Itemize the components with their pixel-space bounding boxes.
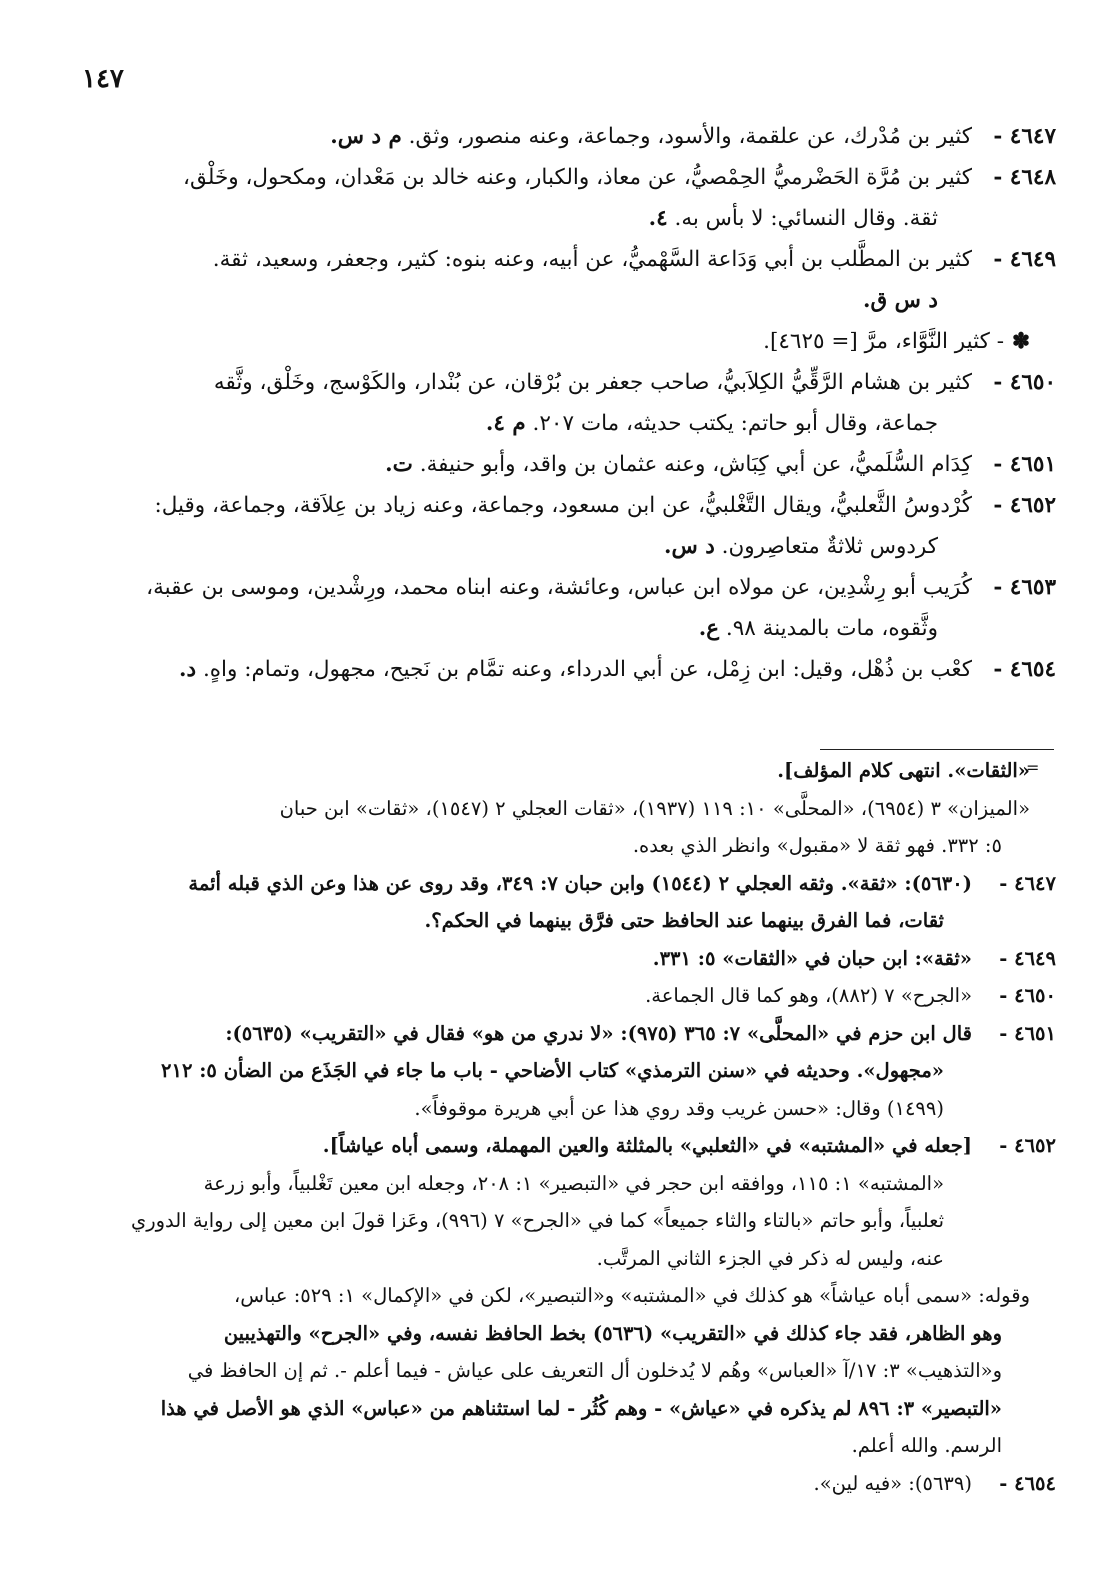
footnote-number: ٤٦٤٩ - xyxy=(999,946,1056,970)
footnote-number: ٤٦٥٢ - xyxy=(999,1134,1056,1157)
footnote-line: ثعلبياً، وأبو حاتم «بالتاء والثاء جميعاً» كما في «الجرح» ٧ (٩٩٦)، وعَزا قولَ ابن معين إلى رواية الدوري xyxy=(130,1209,944,1232)
entry-continuation-text: ثقة. وقال النسائي: لا بأس به. xyxy=(674,206,938,231)
entry-code: ت. xyxy=(385,452,413,477)
entry-number: ٤٦٤٩ - xyxy=(993,247,1056,272)
footnote-number: ٤٦٤٧ - xyxy=(999,871,1056,895)
footnote-4654 xyxy=(78,1465,1056,1503)
footnote-number: ٤٦٥٠ - xyxy=(999,984,1056,1007)
entry-continuation-text: جماعة، وقال أبو حاتم: يكتب حديثه، مات ٢٠٧. xyxy=(532,411,938,436)
footnote-number: ٤٦٥١ - xyxy=(999,1021,1056,1045)
page-number: ١٤٧ xyxy=(82,64,124,94)
footnote-line: و«التذهيب» ٣: ١٧/آ «العباس» وهُم لا يُدخلون أل التعريف على عياش - فيما أعلم -. ثم إن الحافظ في xyxy=(187,1359,1002,1382)
entry-4647 xyxy=(78,116,1056,157)
entry-continuation-text: وثَّقوه، مات بالمدينة ٩٨. xyxy=(725,616,938,641)
entry-number: ٤٦٥١ - xyxy=(993,452,1056,477)
entry-number: ٤٦٥٢ - xyxy=(993,493,1056,518)
footnote-line: وقوله: «سمى أباه عياشاً» هو كذلك في «المشتبه» و«التبصير»، لكن في «الإكمال» ١: ٥٢٩: عباس، xyxy=(233,1284,1030,1307)
entry-text: كثير بن مُدْرك، عن علقمة، والأسود، وجماعة، وعنه منصور، وثق. xyxy=(408,124,972,149)
footnote-4649 xyxy=(78,940,1056,978)
entry-continuation xyxy=(78,403,972,444)
entry-text: كثير بن مُرَّة الحَضْرميُّ الحِمْصيُّ، عن معاذ، والكبار، وعنه خالد بن مَعْدان، ومكحول، وخَلْق، xyxy=(183,165,972,190)
footnote-line: ثقات، فما الفرق بينهما عند الحافظ حتى فرَّق بينهما في الحكم؟. xyxy=(424,909,944,932)
footnote-line: (١٤٩٩) وقال: «حسن غريب وقد روي هذا عن أبي هريرة موقوفاً». xyxy=(414,1096,944,1120)
footnote-4647 xyxy=(78,865,1056,940)
entry-4648 xyxy=(78,157,1056,239)
footnote-4652-discussion xyxy=(78,1277,1056,1465)
entry-4650 xyxy=(78,362,1056,444)
footnote-line: «التبصير» ٣: ٨٩٦ لم يذكره في «عياش» - وهم كُثُر - لما استثناهم من «عباس» الذي هو الأصل في هذا xyxy=(160,1396,1002,1420)
footnote-line: (٥٦٣٠): «ثقة». وثقه العجلي ٢ (١٥٤٤) وابن حبان ٧: ٣٤٩، وقد روى عن هذا وعن الذي قبله أئمة xyxy=(188,871,972,895)
entry-number: ٤٦٥٤ - xyxy=(993,657,1056,682)
asterisk-icon: ✽ xyxy=(1011,329,1030,354)
entry-4652 xyxy=(78,485,1056,567)
cross-reference-text: - كثير النَّوَّاء، مرَّ [= ٤٦٢٥]. xyxy=(763,329,1004,354)
footnote-intro xyxy=(78,790,1056,865)
entry-text: كُرْدوسُ الثَّعلبيُّ، ويقال التَّغْلبيُّ، عن ابن مسعود، وجماعة، وعنه زياد بن عِلاَقة، وجماعة، وقيل: xyxy=(154,493,972,518)
footnotes xyxy=(78,752,1056,1502)
footnote-line: «مجهول». وحديثه في «سنن الترمذي» كتاب الأضاحي - باب ما جاء في الجَذَع من الضأن ٥: ٢١٢ xyxy=(161,1059,944,1082)
entry-number: ٤٦٤٧ - xyxy=(993,124,1056,149)
footnote-line: وهو الظاهر، فقد جاء كذلك في «التقريب» (٥٦٣٦) بخط الحافظ نفسه، وفي «الجرح» والتهذيبين xyxy=(223,1321,1002,1345)
entry-text: كِدَام السُّلَميُّ، عن أبي كِبَاش، وعنه عثمان بن واقد، وأبو حنيفة. xyxy=(419,452,972,477)
footnote-line: «الجرح» ٧ (٨٨٢)، وهو كما قال الجماعة. xyxy=(645,984,972,1007)
entry-code: ع. xyxy=(698,616,720,641)
entry-text: كعْب بن ذُهْل، وقيل: ابن زِمْل، عن أبي الدرداء، وعنه تمَّام بن نَجيح، مجهول، وتمام: واهٍ. xyxy=(202,657,972,682)
biography-entries xyxy=(78,116,1056,690)
footnote-line: [جعله في «المشتبه» في «الثعلبي» بالمثلثة والعين المهملة، وسمى أباه عياشاً]. xyxy=(322,1134,972,1157)
footnote-line: «المشتبه» ١: ١١٥، ووافقه ابن حجر في «التبصير» ١: ٢٠٨، وجعله ابن معين تَغْلبياً، وأبو زرعة xyxy=(203,1171,944,1195)
entry-number: ٤٦٥٣ - xyxy=(993,575,1056,600)
entry-text: كثير بن المطَّلب بن أبي وَدَاعة السَّهْميُّ، عن أبيه، وعنه بنوه: كثير، وجعفر، وسعيد، ثقة. xyxy=(212,247,972,272)
entry-code: د. xyxy=(179,657,197,682)
cross-reference xyxy=(78,321,1056,362)
footnote-line: قال ابن حزم في «المحلَّى» ٧: ٣٦٥ (٩٧٥): «لا ندري من هو» فقال في «التقريب» (٥٦٣٥): xyxy=(225,1021,972,1045)
footnote-line: «الميزان» ٣ (٦٩٥٤)، «المحلَّى» ١٠: ١١٩ (١٩٣٧)، «ثقات العجلي ٢ (١٥٤٧)، «ثقات» ابن حبان xyxy=(279,796,1030,820)
entry-continuation-text: كردوس ثلاثةٌ متعاصِرون. xyxy=(721,534,938,559)
footnote-4652 xyxy=(78,1127,1056,1277)
footnote-line: «ثقة»: ابن حبان في «الثقات» ٥: ٣٣١. xyxy=(652,946,972,970)
footnote-continuation xyxy=(78,752,1056,790)
entry-code: د س. xyxy=(664,534,715,559)
entry-4654 xyxy=(78,649,1056,690)
continuation-mark: = xyxy=(1026,758,1040,777)
entry-number: ٤٦٤٨ - xyxy=(993,165,1056,190)
entry-4649 xyxy=(78,239,1056,321)
entry-continuation xyxy=(78,198,972,239)
footnote-continuation-text: «الثقات». انتهى كلام المؤلف]. xyxy=(777,759,1030,782)
entry-4651 xyxy=(78,444,1056,485)
footnote-4651 xyxy=(78,1015,1056,1128)
footnote-4650 xyxy=(78,977,1056,1015)
entry-4653 xyxy=(78,567,1056,649)
entry-continuation xyxy=(78,526,972,567)
entry-code: م د س. xyxy=(330,124,402,149)
entry-text: كثير بن هشام الرَّقِّيُّ الكِلاَبيُّ، صاحب جعفر بن بُرْقان، عن بُنْدار، والكَوْسج، وخَلْق، وثَّقه xyxy=(213,370,972,395)
entry-code: ٤. xyxy=(648,206,668,231)
footnote-line: الرسم. والله أعلم. xyxy=(851,1434,1002,1457)
footnote-line: (٥٦٣٩): «فيه لين». xyxy=(813,1471,972,1495)
footnote-line: ٥: ٣٣٢. فهو ثقة لا «مقبول» وانظر الذي بعده. xyxy=(632,834,1002,857)
footnote-divider xyxy=(820,749,1054,750)
entry-continuation xyxy=(78,608,972,649)
entry-code: د س ق. xyxy=(863,288,938,313)
entry-code: م ٤. xyxy=(485,411,526,436)
footnote-number: ٤٦٥٤ - xyxy=(999,1471,1056,1495)
entry-text: كُرَيب أبو رِشْدِين، عن مولاه ابن عباس، وعائشة، وعنه ابناه محمد، ورِشْدين، وموسى بن عقبة، xyxy=(146,575,972,600)
entry-number: ٤٦٥٠ - xyxy=(993,370,1056,395)
footnote-line: عنه، وليس له ذكر في الجزء الثاني المرتَّب. xyxy=(596,1246,944,1270)
